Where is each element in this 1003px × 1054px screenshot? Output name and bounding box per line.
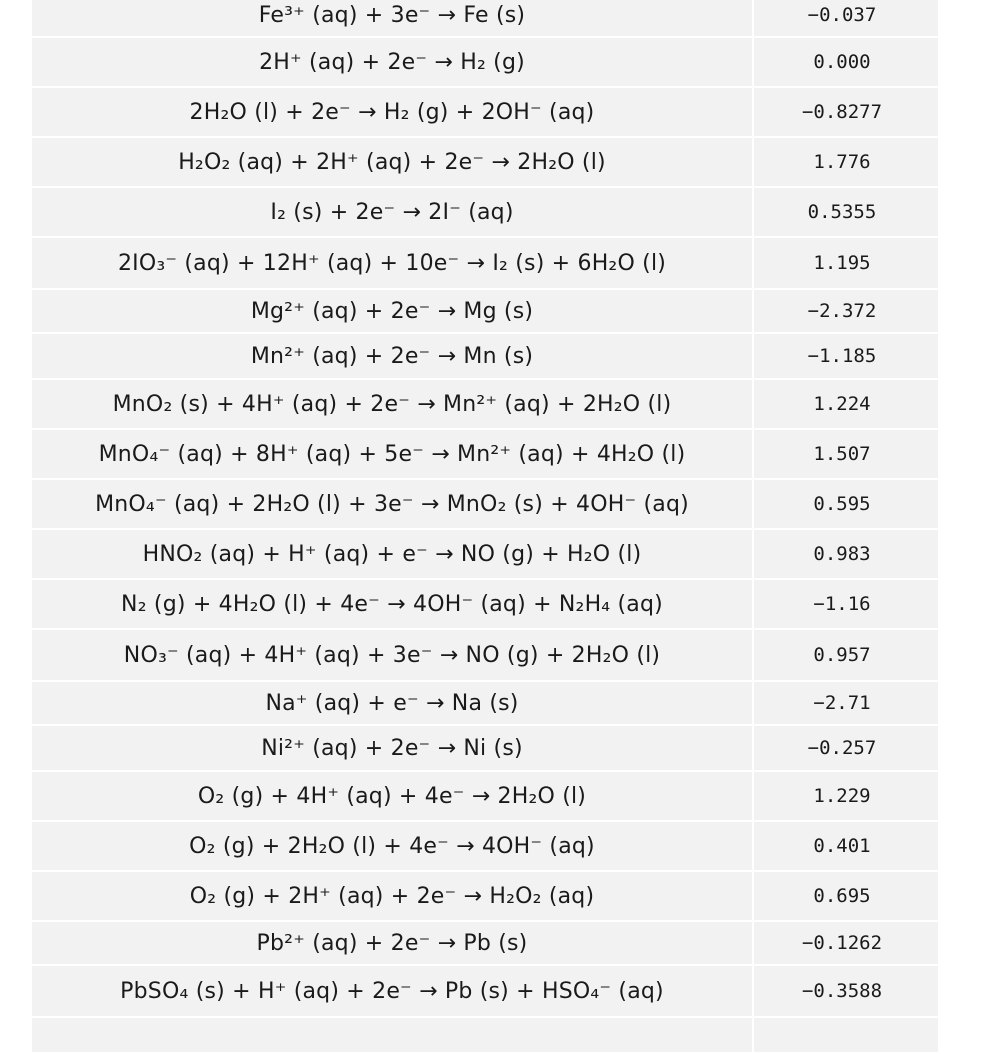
potential-value: 1.229 — [754, 772, 938, 820]
half-reaction-cell: MnO₄⁻ (aq) + 8H⁺ (aq) + 5e⁻ → Mn²⁺ (aq) + 4H₂O (l) — [32, 430, 754, 478]
potential-value: 0.957 — [754, 630, 938, 680]
potential-value: −2.71 — [754, 682, 938, 724]
table-row — [32, 822, 938, 872]
potential-value: −0.8277 — [754, 88, 938, 136]
half-reaction-cell: O₂ (g) + 4H⁺ (aq) + 4e⁻ → 2H₂O (l) — [32, 772, 754, 820]
half-reaction-cell: N₂ (g) + 4H₂O (l) + 4e⁻ → 4OH⁻ (aq) + N₂H₄ (aq) — [32, 580, 754, 628]
potential-value: −0.3588 — [754, 966, 938, 1016]
table-row — [32, 290, 938, 334]
table-row — [32, 334, 938, 380]
table-row — [32, 630, 938, 682]
potential-value: 1.507 — [754, 430, 938, 478]
table-row — [32, 138, 938, 188]
table-row — [32, 580, 938, 630]
table-row — [32, 0, 938, 38]
potential-value: 1.776 — [754, 138, 938, 186]
reduction-potentials-table — [32, 0, 938, 1054]
half-reaction-cell: I₂ (s) + 2e⁻ → 2I⁻ (aq) — [32, 188, 754, 236]
table-row — [32, 238, 938, 290]
half-reaction-cell: 2H⁺ (aq) + 2e⁻ → H₂ (g) — [32, 38, 754, 86]
table-row — [32, 966, 938, 1018]
half-reaction-cell — [32, 1018, 754, 1052]
half-reaction-cell: Mg²⁺ (aq) + 2e⁻ → Mg (s) — [32, 290, 754, 332]
potential-value: 0.595 — [754, 480, 938, 528]
table-row — [32, 88, 938, 138]
potential-value — [754, 1018, 938, 1052]
half-reaction-cell: Fe³⁺ (aq) + 3e⁻ → Fe (s) — [32, 0, 754, 36]
table-row — [32, 480, 938, 530]
table-row — [32, 922, 938, 966]
potential-value: 0.983 — [754, 530, 938, 578]
half-reaction-cell: MnO₂ (s) + 4H⁺ (aq) + 2e⁻ → Mn²⁺ (aq) + 2H₂O (l) — [32, 380, 754, 428]
half-reaction-cell: Na⁺ (aq) + e⁻ → Na (s) — [32, 682, 754, 724]
potential-value: 1.224 — [754, 380, 938, 428]
potential-value: −0.1262 — [754, 922, 938, 964]
half-reaction-cell: 2IO₃⁻ (aq) + 12H⁺ (aq) + 10e⁻ → I₂ (s) + 6H₂O (l) — [32, 238, 754, 288]
potential-value: −1.185 — [754, 334, 938, 378]
table-row — [32, 188, 938, 238]
half-reaction-cell: 2H₂O (l) + 2e⁻ → H₂ (g) + 2OH⁻ (aq) — [32, 88, 754, 136]
table-row — [32, 1018, 938, 1054]
half-reaction-cell: Ni²⁺ (aq) + 2e⁻ → Ni (s) — [32, 726, 754, 770]
table-row — [32, 872, 938, 922]
half-reaction-cell: NO₃⁻ (aq) + 4H⁺ (aq) + 3e⁻ → NO (g) + 2H₂O (l) — [32, 630, 754, 680]
table-row — [32, 430, 938, 480]
half-reaction-cell: Mn²⁺ (aq) + 2e⁻ → Mn (s) — [32, 334, 754, 378]
half-reaction-cell: H₂O₂ (aq) + 2H⁺ (aq) + 2e⁻ → 2H₂O (l) — [32, 138, 754, 186]
table-row — [32, 530, 938, 580]
potential-value: 0.695 — [754, 872, 938, 920]
potential-value: 0.000 — [754, 38, 938, 86]
potential-value: 1.195 — [754, 238, 938, 288]
table-row — [32, 726, 938, 772]
table-row — [32, 772, 938, 822]
half-reaction-cell: HNO₂ (aq) + H⁺ (aq) + e⁻ → NO (g) + H₂O (l) — [32, 530, 754, 578]
potential-value: 0.401 — [754, 822, 938, 870]
potential-value: −2.372 — [754, 290, 938, 332]
half-reaction-cell: PbSO₄ (s) + H⁺ (aq) + 2e⁻ → Pb (s) + HSO₄⁻ (aq) — [32, 966, 754, 1016]
potential-value: 0.5355 — [754, 188, 938, 236]
table-row — [32, 682, 938, 726]
potential-value: −1.16 — [754, 580, 938, 628]
half-reaction-cell: Pb²⁺ (aq) + 2e⁻ → Pb (s) — [32, 922, 754, 964]
table-row — [32, 380, 938, 430]
potential-value: −0.257 — [754, 726, 938, 770]
table-row — [32, 38, 938, 88]
half-reaction-cell: MnO₄⁻ (aq) + 2H₂O (l) + 3e⁻ → MnO₂ (s) + 4OH⁻ (aq) — [32, 480, 754, 528]
half-reaction-cell: O₂ (g) + 2H₂O (l) + 4e⁻ → 4OH⁻ (aq) — [32, 822, 754, 870]
potential-value: −0.037 — [754, 0, 938, 36]
half-reaction-cell: O₂ (g) + 2H⁺ (aq) + 2e⁻ → H₂O₂ (aq) — [32, 872, 754, 920]
